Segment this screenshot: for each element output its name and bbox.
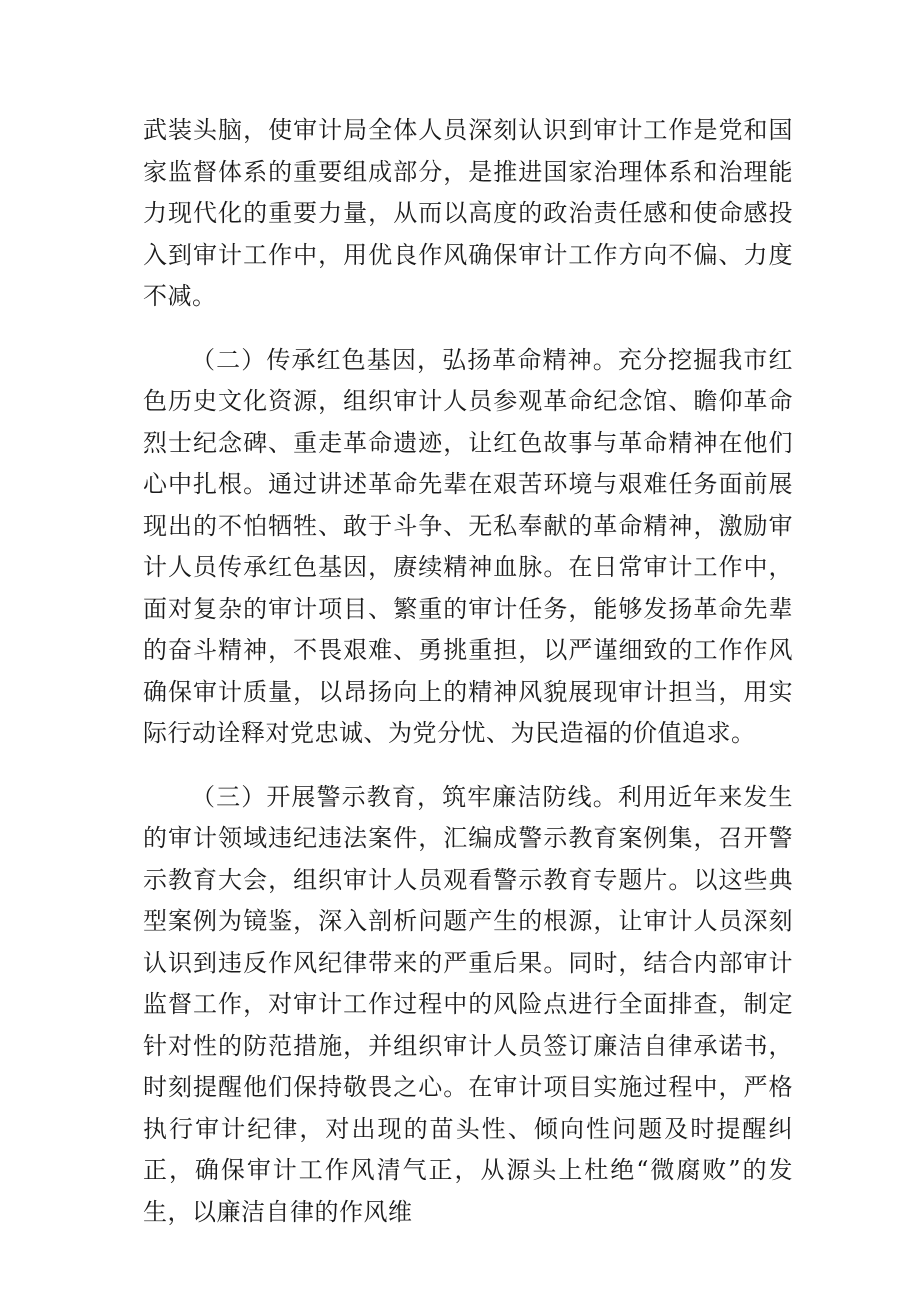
document-body (143, 110, 793, 1233)
paragraph-continuation: 武装头脑，使审计局全体人员深刻认识到审计工作是党和国家监督体系的重要组成部分，是推进国家治理体系和治理能力现代化的重要力量，从而以高度的政治责任感和使命感投入到审计工作中，用优良作风确保审计工作方向不偏、力度不减。 (143, 116, 793, 310)
paragraph-section-two: （二）传承红色基因，弘扬革命精神。充分挖掘我市红色历史文化资源，组织审计人员参观革命纪念馆、瞻仰革命烈士纪念碑、重走革命遗迹，让红色故事与革命精神在他们心中扎根。通过讲述革命先辈在艰苦环境与艰难任务面前展现出的不怕牺牲、敢于斗争、无私奉献的革命精神，激励审计人员传承红色基因，赓续精神血脉。在日常审计工作中，面对复杂的审计项目、繁重的审计任务，能够发扬革命先辈的奋斗精神，不畏艰难、勇挑重担，以严谨细致的工作作风确保审计质量，以昂扬向上的精神风貌展现审计担当，用实际行动诠释对党忠诚、为党分忧、为民造福的价值追求。 (143, 345, 793, 747)
paragraph-section-three: （三）开展警示教育，筑牢廉洁防线。利用近年来发生的审计领域违纪违法案件，汇编成警示教育案例集，召开警示教育大会，组织审计人员观看警示教育专题片。以这些典型案例为镜鉴，深入剖析问题产生的根源，让审计人员深刻认识到违反作风纪律带来的严重后果。同时，结合内部审计监督工作，对审计工作过程中的风险点进行全面排查，制定针对性的防范措施，并组织审计人员签订廉洁自律承诺书，时刻提醒他们保持敬畏之心。在审计项目实施过程中，严格执行审计纪律，对出现的苗头性、倾向性问题及时提醒纠正，确保审计工作风清气正，从源头上杜绝“微腐败”的发生，以廉洁自律的作风维 (143, 782, 793, 1226)
